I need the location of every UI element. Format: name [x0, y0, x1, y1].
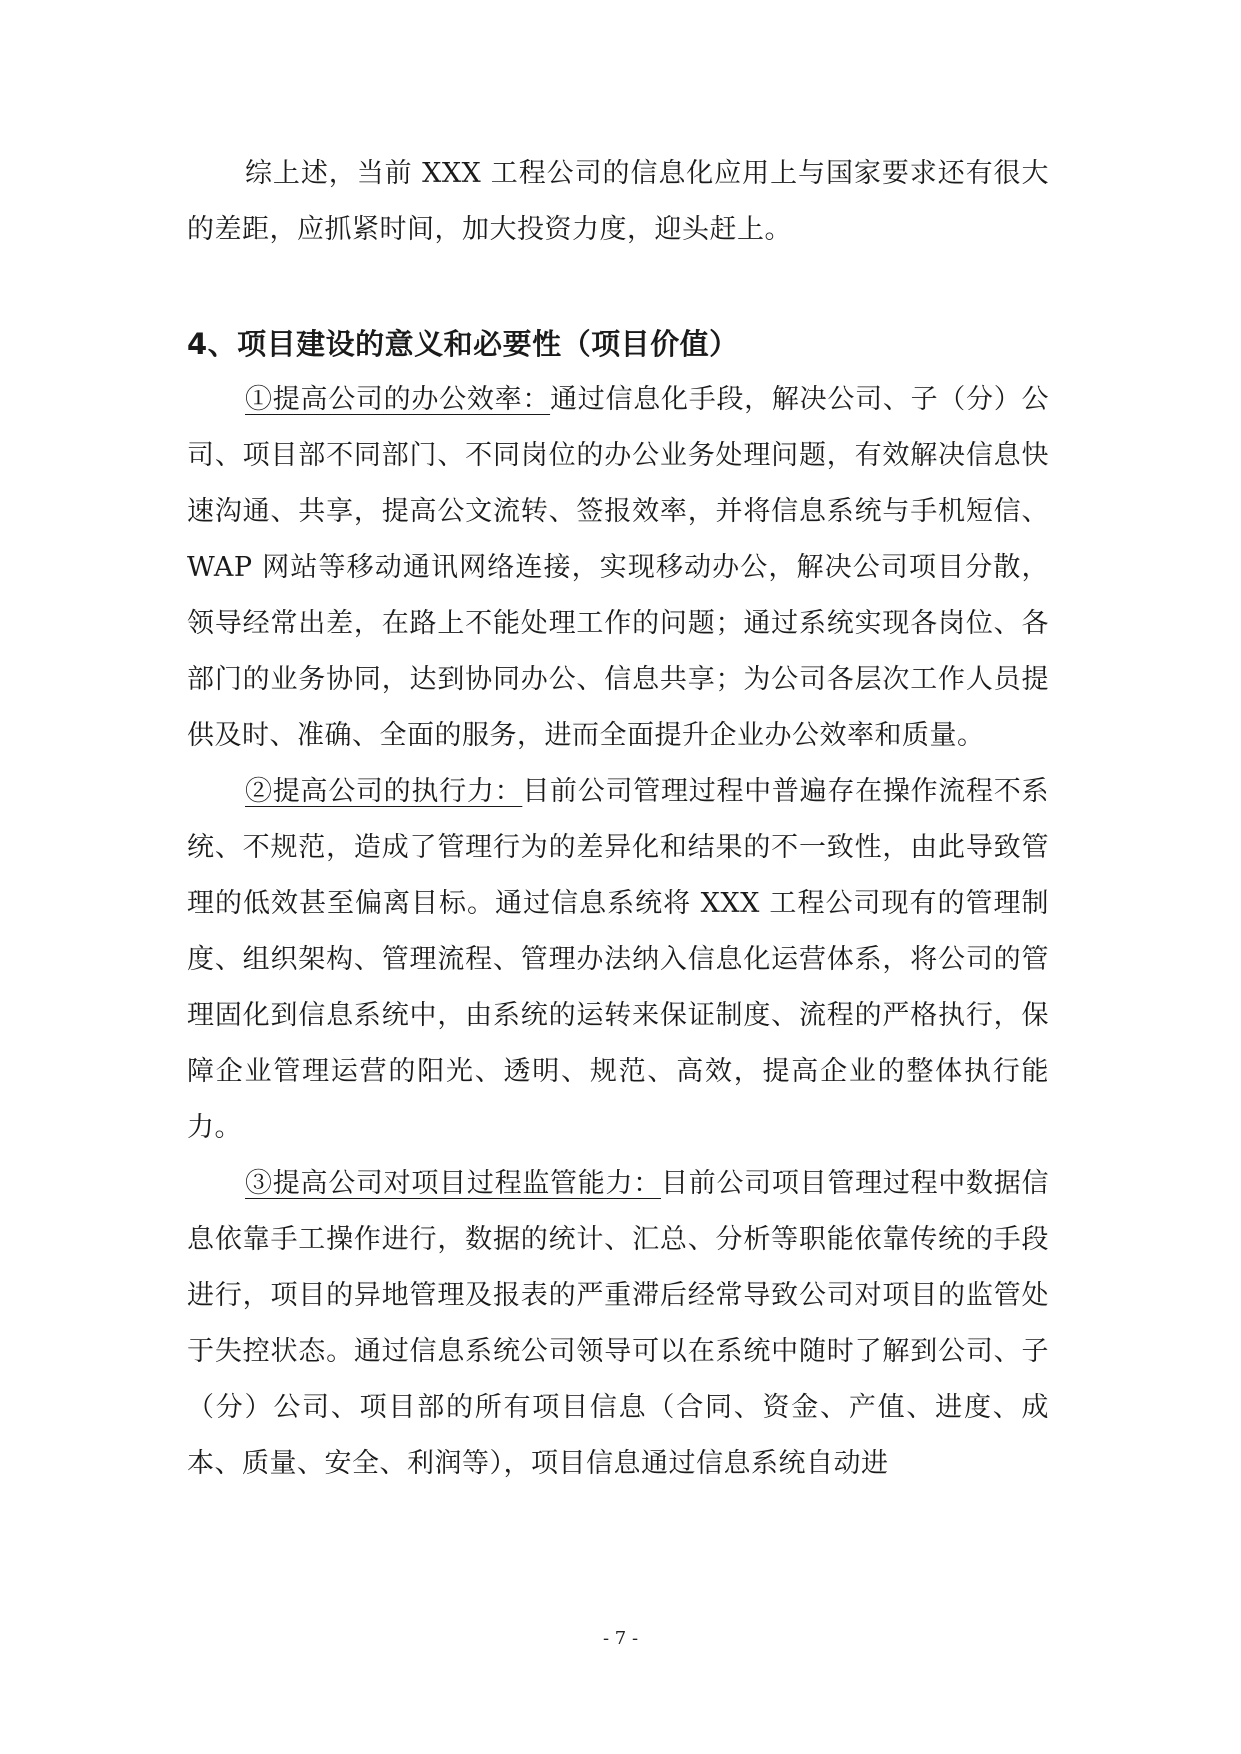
page-number: - 7 -: [602, 1628, 639, 1649]
point-paragraph-1: [187, 372, 1049, 764]
point-lead-3: ③提高公司对项目过程监管能力：: [245, 1168, 661, 1199]
point-lead-1: ①提高公司的办公效率：: [245, 384, 551, 415]
point-body-1: 通过信息化手段，解决公司、子（分）公司、项目部不同部门、不同岗位的办公业务处理问题，有效解决信息快速沟通、共享，提高公文流转、签报效率，并将信息系统与手机短信、WAP 网站等移动通讯网络连接，实现移动办公，解决公司项目分散，领导经常出差，在路上不能处理工作的问题；通过系统实现各岗位、各部门的业务协同，达到协同办公、信息共享；为公司各层次工作人员提供及时、准确、全面的服务，进而全面提升企业办公效率和质量。: [187, 384, 1050, 751]
point-paragraph-2: [187, 764, 1049, 1156]
page-body: [187, 146, 1049, 1492]
section-heading: 4、项目建设的意义和必要性（项目价值）: [187, 327, 739, 361]
point-body-3: 目前公司项目管理过程中数据信息依靠手工操作进行，数据的统计、汇总、分析等职能依靠传统的手段进行，项目的异地管理及报表的严重滞后经常导致公司对项目的监管处于失控状态。通过信息系统公司领导可以在系统中随时了解到公司、子（分）公司、项目部的所有项目信息（合同、资金、产值、进度、成本、质量、安全、利润等），项目信息通过信息系统自动进: [187, 1168, 1050, 1479]
summary-paragraph: 综上述，当前 XXX 工程公司的信息化应用上与国家要求还有很大的差距，应抓紧时间，加大投资力度，迎头赶上。: [187, 158, 1049, 245]
point-body-2: 目前公司管理过程中普遍存在操作流程不系统、不规范，造成了管理行为的差异化和结果的不一致性，由此导致管理的低效甚至偏离目标。通过信息系统将 XXX 工程公司现有的管理制度、组织架构、管理流程、管理办法纳入信息化运营体系，将公司的管理固化到信息系统中，由系统的运转来保证制度、流程的严格执行，保障企业管理运营的阳光、透明、规范、高效，提高企业的整体执行能力。: [187, 776, 1050, 1143]
point-paragraph-3: [187, 1156, 1049, 1492]
point-lead-2: ②提高公司的执行力：: [245, 776, 523, 807]
